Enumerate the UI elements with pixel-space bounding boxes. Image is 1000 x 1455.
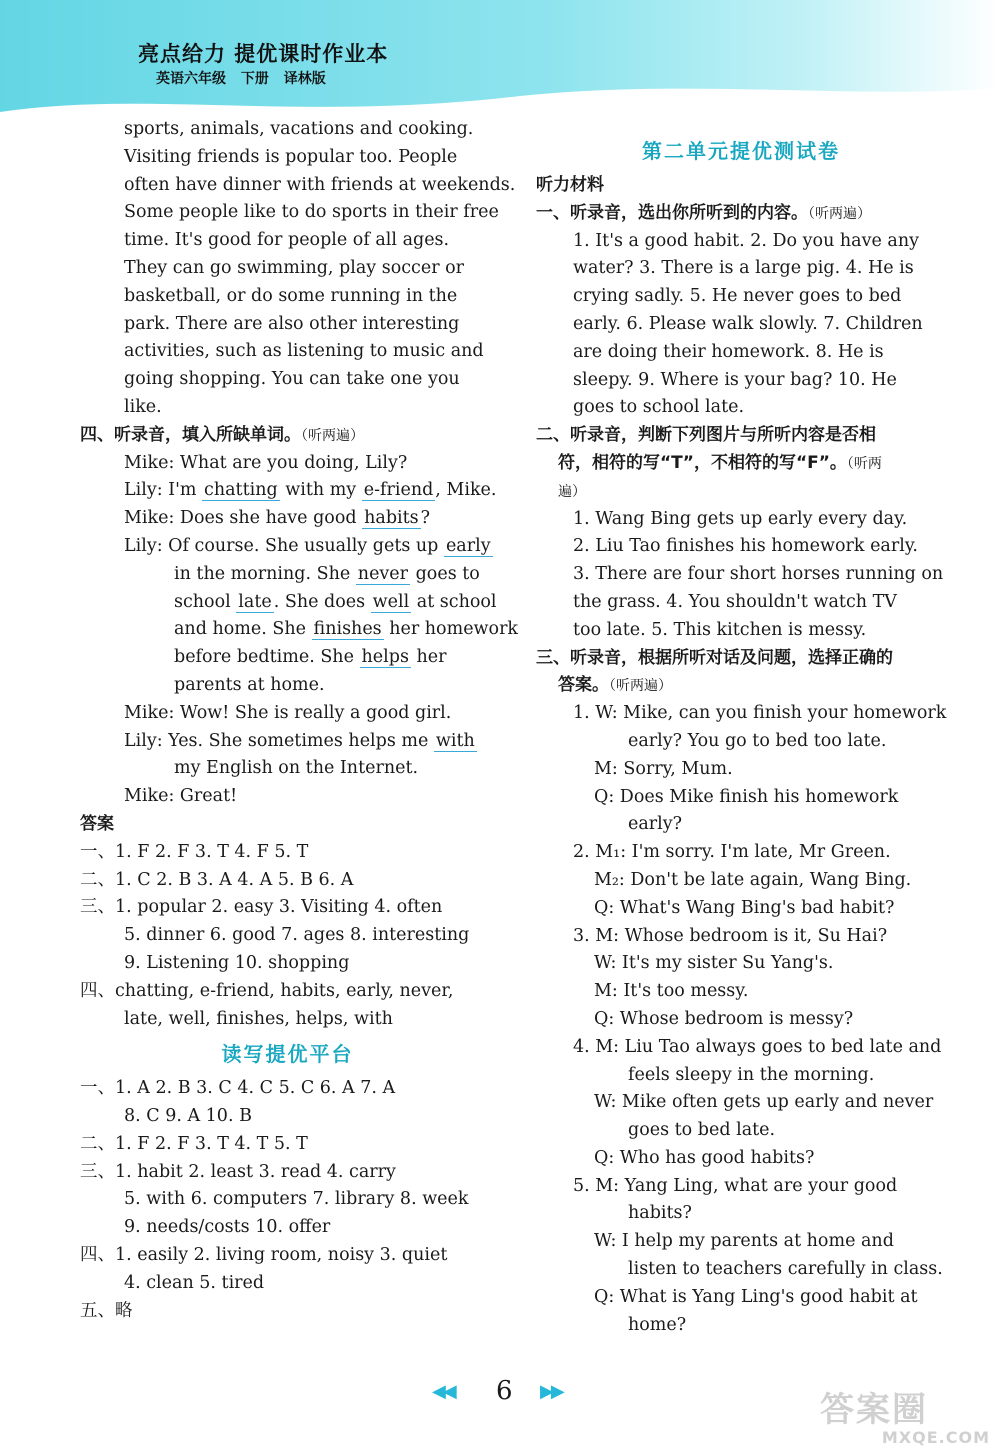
- script-line: early? You go to bed too late.: [628, 730, 887, 751]
- passage-line: sports, animals, vacations and cooking.: [124, 119, 474, 139]
- answer-line: 三、1. habit 2. least 3. read 4. carry: [80, 1161, 396, 1182]
- filled-word: well: [372, 591, 410, 612]
- script-line: water? 3. There is a large pig. 4. He is: [573, 258, 914, 279]
- section-4-note: （听两遍）: [301, 427, 364, 444]
- next-page-arrows: ▶▶: [540, 1381, 562, 1402]
- answer-line: 三、1. popular 2. easy 3. Visiting 4. often: [80, 897, 443, 918]
- dialog-line: [80, 589, 495, 617]
- script-line: 3. M: Whose bedroom is it, Su Hai?: [573, 925, 888, 946]
- watermark: [820, 1392, 990, 1452]
- script-line: the grass. 4. You shouldn't watch TV: [573, 591, 897, 612]
- right-column: [536, 130, 946, 1339]
- filled-word: chatting: [204, 480, 278, 501]
- unit-test-heading: 第二单元提优测试卷: [642, 139, 840, 163]
- dialog-text: Mike: Does she have good: [124, 508, 363, 529]
- script-line: goes to school late.: [573, 397, 745, 418]
- filled-word: early: [445, 535, 491, 556]
- passage-line: time. It's good for people of all ages.: [124, 230, 450, 251]
- filled-word: never: [357, 563, 409, 584]
- passage-line: basketball, or do some running in the: [124, 285, 458, 306]
- page-number: 6: [496, 1376, 513, 1406]
- listening-label: 听力材料: [536, 175, 604, 195]
- answer-line: 四、1. easily 2. living room, noisy 3. quiet: [80, 1245, 448, 1266]
- dialog-line: [80, 533, 495, 561]
- answer-line: 8. C 9. A 10. B: [124, 1106, 252, 1127]
- left-column: [80, 116, 519, 1325]
- script-line: M: It's too messy.: [594, 981, 749, 1002]
- answer-line: 四、chatting, e-friend, habits, early, never,: [80, 980, 454, 1001]
- dialog: [80, 450, 519, 811]
- passage-line: going shopping. You can take one you: [124, 369, 460, 390]
- platform-answers: [80, 1075, 495, 1325]
- dialog-text: ?: [420, 508, 431, 529]
- section-2-lines: [536, 506, 946, 645]
- answer-line: 5. dinner 6. good 7. ages 8. interesting: [124, 925, 470, 946]
- script-line: crying sadly. 5. He never goes to bed: [573, 286, 902, 307]
- section-1-lines: [536, 228, 946, 423]
- answer-line: 5. with 6. computers 7. library 8. week: [124, 1189, 469, 1210]
- script-line: too late. 5. This kitchen is messy.: [573, 619, 867, 640]
- passage-line: They can go swimming, play soccer or: [124, 257, 465, 278]
- dialog-text: her: [410, 647, 447, 668]
- passage-line: Some people like to do sports in their free: [124, 202, 499, 223]
- dialog-line: [80, 616, 519, 644]
- answers-list: [80, 839, 495, 1034]
- book-title: 亮点给力 提优课时作业本: [138, 42, 389, 66]
- dialog-line: my English on the Internet.: [174, 758, 419, 779]
- script-line: Q: What's Wang Bing's bad habit?: [594, 897, 895, 918]
- dialog-line: [80, 644, 495, 672]
- section-2-title-cont: [536, 450, 946, 478]
- watermark-cn: 答案圈: [820, 1390, 928, 1430]
- script-line: 5. M: Yang Ling, what are your good: [573, 1175, 898, 1196]
- script-line: home?: [628, 1314, 687, 1335]
- answers-label: 答案: [80, 813, 114, 834]
- filled-word: habits: [364, 508, 419, 529]
- dialog-line: [80, 477, 495, 505]
- script-line: feels sleepy in the morning.: [628, 1064, 875, 1085]
- dialog-text: and home. She: [174, 619, 312, 640]
- platform-heading: 读写提优平台: [221, 1042, 354, 1067]
- section-3-title-cont: [536, 672, 946, 700]
- dialog-text: at school: [411, 591, 497, 612]
- dialog-text: Lily: Yes. She sometimes helps me: [124, 730, 434, 751]
- dialog-line: parents at home.: [174, 674, 325, 695]
- script-line: goes to bed late.: [628, 1120, 776, 1141]
- script-line: W: It's my sister Su Yang's.: [594, 953, 834, 974]
- section-2-title-text: 符，相符的写“T”，不相符的写“F”。: [558, 452, 847, 473]
- answer-line: 二、1. F 2. F 3. T 4. T 5. T: [80, 1133, 308, 1154]
- section-3-note: （听两遍）: [609, 678, 672, 695]
- script-line: Q: Who has good habits?: [594, 1147, 815, 1168]
- dialog-text: . She does: [273, 591, 371, 612]
- script-line: habits?: [628, 1203, 692, 1224]
- answer-line: late, well, finishes, helps, with: [124, 1008, 393, 1029]
- answer-line: 9. Listening 10. shopping: [124, 952, 350, 973]
- script-line: 1. W: Mike, can you finish your homework: [573, 703, 947, 724]
- section-4-title-text: 四、听录音，填入所缺单词。: [80, 424, 301, 445]
- script-line: 3. There are four short horses running on: [573, 564, 944, 585]
- watermark-en: MXQE.COM: [881, 1428, 990, 1447]
- section-3-title: 三、听录音，根据所听对话及问题，选择正确的: [536, 647, 893, 668]
- script-line: Q: Whose bedroom is messy?: [594, 1008, 854, 1029]
- script-line: early?: [628, 814, 683, 835]
- script-line: 4. M: Liu Tao always goes to bed late and: [573, 1036, 942, 1057]
- section-2-note-end: 遍）: [558, 483, 586, 500]
- dialog-text: Lily: I'm: [124, 480, 203, 501]
- filled-word: helps: [361, 647, 409, 668]
- section-1-title: [536, 200, 946, 228]
- script-line: 2. Liu Tao finishes his homework early.: [573, 536, 918, 557]
- answer-line: 一、1. A 2. B 3. C 4. C 5. C 6. A 7. A: [80, 1078, 396, 1099]
- dialog-text: with my: [279, 480, 362, 501]
- dialog-line: [80, 505, 495, 533]
- dialog-text: her homework: [383, 619, 519, 640]
- filled-word: with: [435, 730, 475, 751]
- dialog-line: Mike: Wow! She is really a good girl.: [124, 702, 452, 723]
- passage-line: Visiting friends is popular too. People: [124, 146, 458, 167]
- passage-line: park. There are also other interesting: [124, 313, 460, 334]
- book-subtitle: 英语六年级 下册 译林版: [156, 71, 326, 87]
- reading-passage: [80, 116, 516, 422]
- script-line: W: Mike often gets up early and never: [594, 1092, 934, 1113]
- section-4-title: [80, 422, 495, 450]
- answer-line: 五、略: [80, 1300, 133, 1321]
- dialog-line: Mike: What are you doing, Lily?: [124, 452, 408, 473]
- script-line: M₂: Don't be late again, Wang Bing.: [594, 869, 912, 890]
- dialog-line: Mike: Great!: [124, 786, 238, 807]
- dialog-line: [80, 728, 495, 756]
- section-2-note-cont: [536, 478, 946, 506]
- dialog-text: before bedtime. She: [174, 647, 360, 668]
- dialog-text: Lily: Of course. She usually gets up: [124, 535, 444, 556]
- filled-word: e-friend: [363, 480, 434, 501]
- script-line: 2. M₁: I'm sorry. I'm late, Mr Green.: [573, 842, 891, 863]
- passage-line: activities, such as listening to music and: [124, 341, 484, 362]
- script-line: are doing their homework. 8. He is: [573, 341, 884, 362]
- section-1-note: （听两遍）: [808, 205, 871, 222]
- script-line: Q: Does Mike finish his homework: [594, 786, 899, 807]
- section-2-title: 二、听录音，判断下列图片与所听内容是否相: [536, 425, 876, 446]
- answer-line: 9. needs/costs 10. offer: [124, 1217, 331, 1238]
- passage-line: like.: [124, 396, 162, 417]
- dialog-text: goes to: [410, 563, 480, 584]
- script-line: W: I help my parents at home and: [594, 1231, 894, 1252]
- prev-page-arrows: ◀◀: [432, 1381, 454, 1402]
- script-line: 1. It's a good habit. 2. Do you have any: [573, 230, 920, 251]
- script-line: M: Sorry, Mum.: [594, 758, 733, 779]
- section-3-title-text: 答案。: [558, 675, 609, 696]
- answer-line: 一、1. F 2. F 3. T 4. F 5. T: [80, 841, 309, 862]
- section-2-note: （听两: [846, 455, 882, 472]
- answer-line: 4. clean 5. tired: [124, 1272, 265, 1293]
- filled-word: finishes: [313, 619, 382, 640]
- dialog-text: in the morning. She: [174, 563, 356, 584]
- script-line: 1. Wang Bing gets up early every day.: [573, 508, 908, 529]
- script-line: Q: What is Yang Ling's good habit at: [594, 1286, 918, 1307]
- filled-word: late: [238, 591, 272, 612]
- passage-line: often have dinner with friends at weekends.: [124, 174, 516, 195]
- script-line: listen to teachers carefully in class.: [628, 1259, 943, 1280]
- dialog-line: [80, 561, 495, 589]
- script-line: sleepy. 9. Where is your bag? 10. He: [573, 369, 897, 390]
- answer-line: 二、1. C 2. B 3. A 4. A 5. B 6. A: [80, 869, 354, 890]
- section-1-title-text: 一、听录音，选出你所听到的内容。: [536, 202, 808, 223]
- section-3-lines: [536, 700, 946, 1339]
- dialog-text: school: [174, 591, 237, 612]
- dialog-text: , Mike.: [435, 480, 497, 501]
- script-line: early. 6. Please walk slowly. 7. Children: [573, 313, 923, 334]
